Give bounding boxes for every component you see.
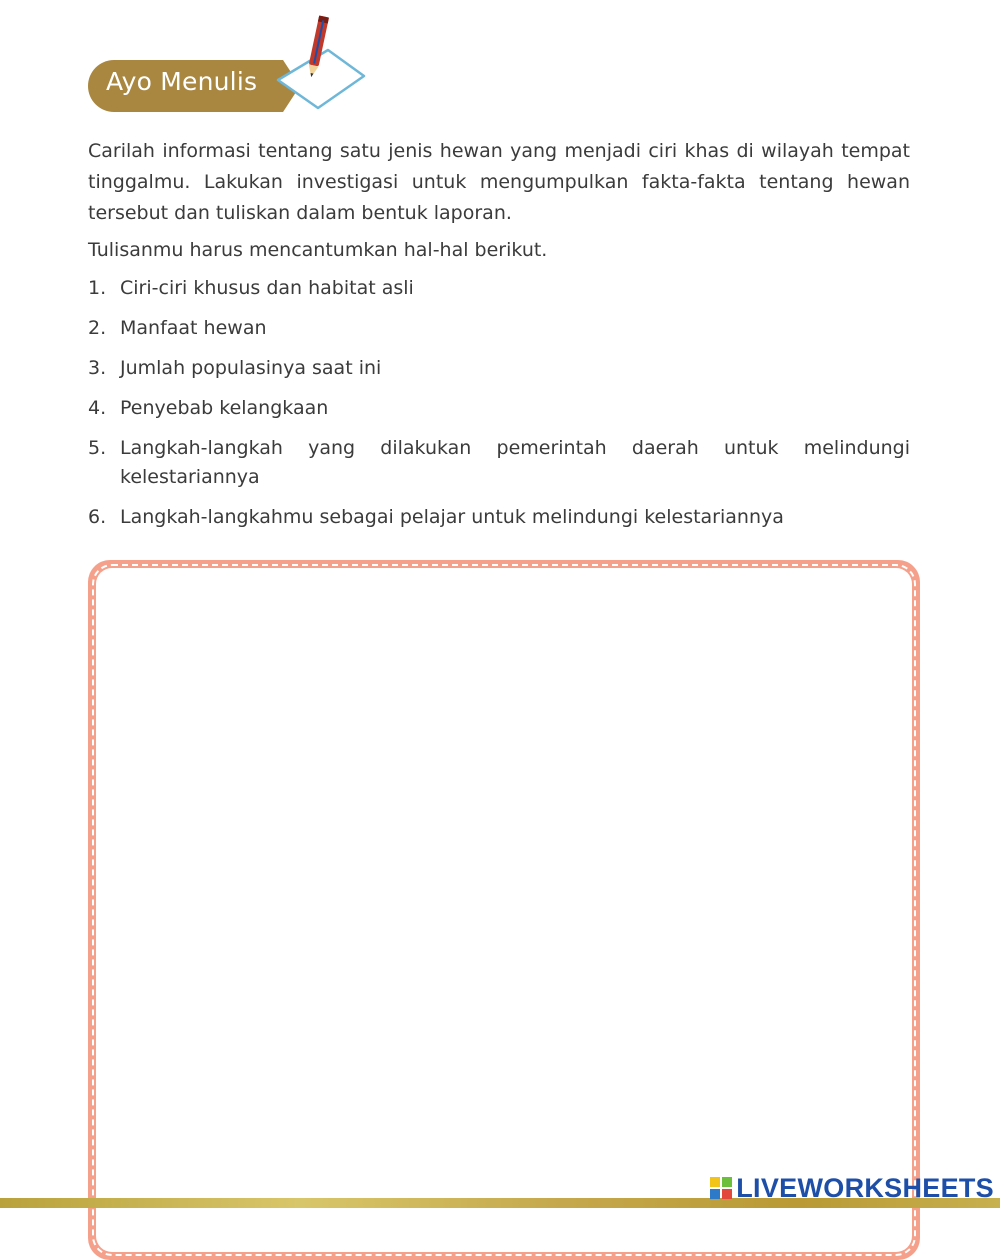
list-number: 5. <box>88 437 107 459</box>
answer-text-area[interactable] <box>96 568 912 1252</box>
list-text: Jumlah populasinya saat ini <box>120 357 382 379</box>
list-item <box>88 274 910 303</box>
list-number: 3. <box>88 357 107 379</box>
list-text: Langkah-langkahmu sebagai pelajar untuk melindungi kelestariannya <box>120 506 784 528</box>
section-title: Ayo Menulis <box>106 67 258 96</box>
list-text: Penyebab kelangkaan <box>120 397 329 419</box>
answer-box-frame <box>88 560 920 1260</box>
list-item <box>88 503 910 532</box>
instructions-section <box>88 136 910 543</box>
list-item <box>88 394 910 423</box>
intro-paragraph: Carilah informasi tentang satu jenis hewan yang menjadi ciri khas di wilayah tempat tinggalmu. Lakukan investigasi untuk mengumpulkan fakta-fakta tentang hewan tersebut dan tuliskan dalam bentuk laporan. <box>88 140 910 224</box>
watermark-text: LIVEWORKSHEETS <box>736 1172 994 1203</box>
list-text: Manfaat hewan <box>120 317 267 339</box>
list-number: 2. <box>88 317 107 339</box>
requirements-list <box>88 274 910 532</box>
liveworksheets-logo-icon <box>710 1177 732 1199</box>
list-item <box>88 314 910 343</box>
list-number: 6. <box>88 506 107 528</box>
list-number: 1. <box>88 277 107 299</box>
liveworksheets-watermark <box>710 1172 994 1204</box>
list-number: 4. <box>88 397 107 419</box>
pencil-paper-icon <box>268 10 378 120</box>
lead-sentence: Tulisanmu harus mencantumkan hal-hal berikut. <box>88 239 548 261</box>
list-text: Ciri-ciri khusus dan habitat asli <box>120 277 414 299</box>
list-item <box>88 434 910 492</box>
section-header <box>88 14 388 124</box>
list-text: Langkah-langkah yang dilakukan pemerintah daerah untuk melindungi kelestariannya <box>120 437 910 488</box>
list-item <box>88 354 910 383</box>
